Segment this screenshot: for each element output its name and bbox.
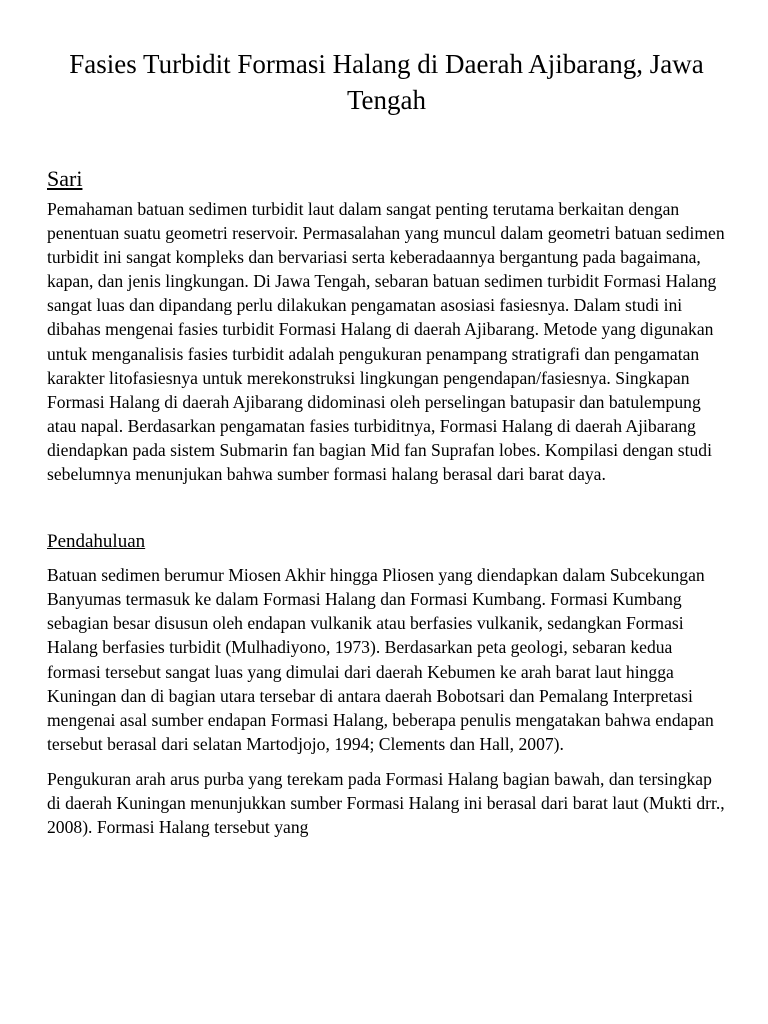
document-title: Fasies Turbidit Formasi Halang di Daerah Ajibarang, Jawa Tengah xyxy=(69,49,704,115)
section-heading-pendahuluan: Pendahuluan xyxy=(47,531,146,553)
section-sari xyxy=(47,165,726,486)
abstract-paragraph: Pemahaman batuan sedimen turbidit laut dalam sangat penting terutama berkaitan dengan penentuan suatu geometri reservoir. Permasalahan yang muncul dalam geometri batuan sedimen turbidit ini sangat kompleks dan bervariasi serta keberadaannya bergantung pada bagaimana, kapan, dan jenis lingkungan. Di Jawa Tengah, sebaran batuan sedimen turbidit Formasi Halang sangat luas dan dipandang perlu dilakukan pengamatan asosiasi fasiesnya. Dalam studi ini dibahas mengenai fasies turbidit Formasi Halang di daerah Ajibarang. Metode yang digunakan untuk menganalisis fasies turbidit adalah pengukuran penampang stratigrafi dan pengamatan karakter litofasiesnya untuk merekonstruksi lingkungan pengendapan/fasiesnya. Singkapan Formasi Halang di daerah Ajibarang didominasi oleh perselingan batupasir dan batulempung atau napal. Berdasarkan pengamatan fasies turbiditnya, Formasi Halang di daerah Ajibarang diendapkan pada sistem Submarin fan bagian Mid fan Suprafan lobes. Kompilasi dengan studi sebelumnya menunjukan bahwa sumber formasi halang berasal dari barat daya. xyxy=(47,199,725,485)
intro-paragraph-1: Batuan sedimen berumur Miosen Akhir hingga Pliosen yang diendapkan dalam Subcekungan Banyumas termasuk ke dalam Formasi Halang dan Formasi Kumbang. Formasi Kumbang sebagian besar disusun oleh endapan vulkanik atau berfasies vulkanik, sedangkan Formasi Halang berfasies turbidit (Mulhadiyono, 1973). Berdasarkan peta geologi, sebaran kedua formasi tersebut sangat luas yang dimulai dari daerah Kebumen ke arah barat laut hingga Kuningan dan di bagian utara tersebar di antara daerah Bobotsari dan Pemalang Interpretasi mengenai asal sumber endapan Formasi Halang, beberapa penulis mengatakan bahwa endapan tersebut berasal dari selatan Martodjojo, 1994; Clements dan Hall, 2007). xyxy=(47,565,714,754)
section-heading-sari: Sari xyxy=(47,166,83,191)
intro-paragraph-2: Pengukuran arah arus purba yang terekam pada Formasi Halang bagian bawah, dan tersingkap di daerah Kuningan menunjukkan sumber Formasi Halang ini berasal dari barat laut (Mukti drr., 2008). Formasi Halang tersebut yang xyxy=(47,768,725,838)
section-pendahuluan xyxy=(47,530,726,839)
